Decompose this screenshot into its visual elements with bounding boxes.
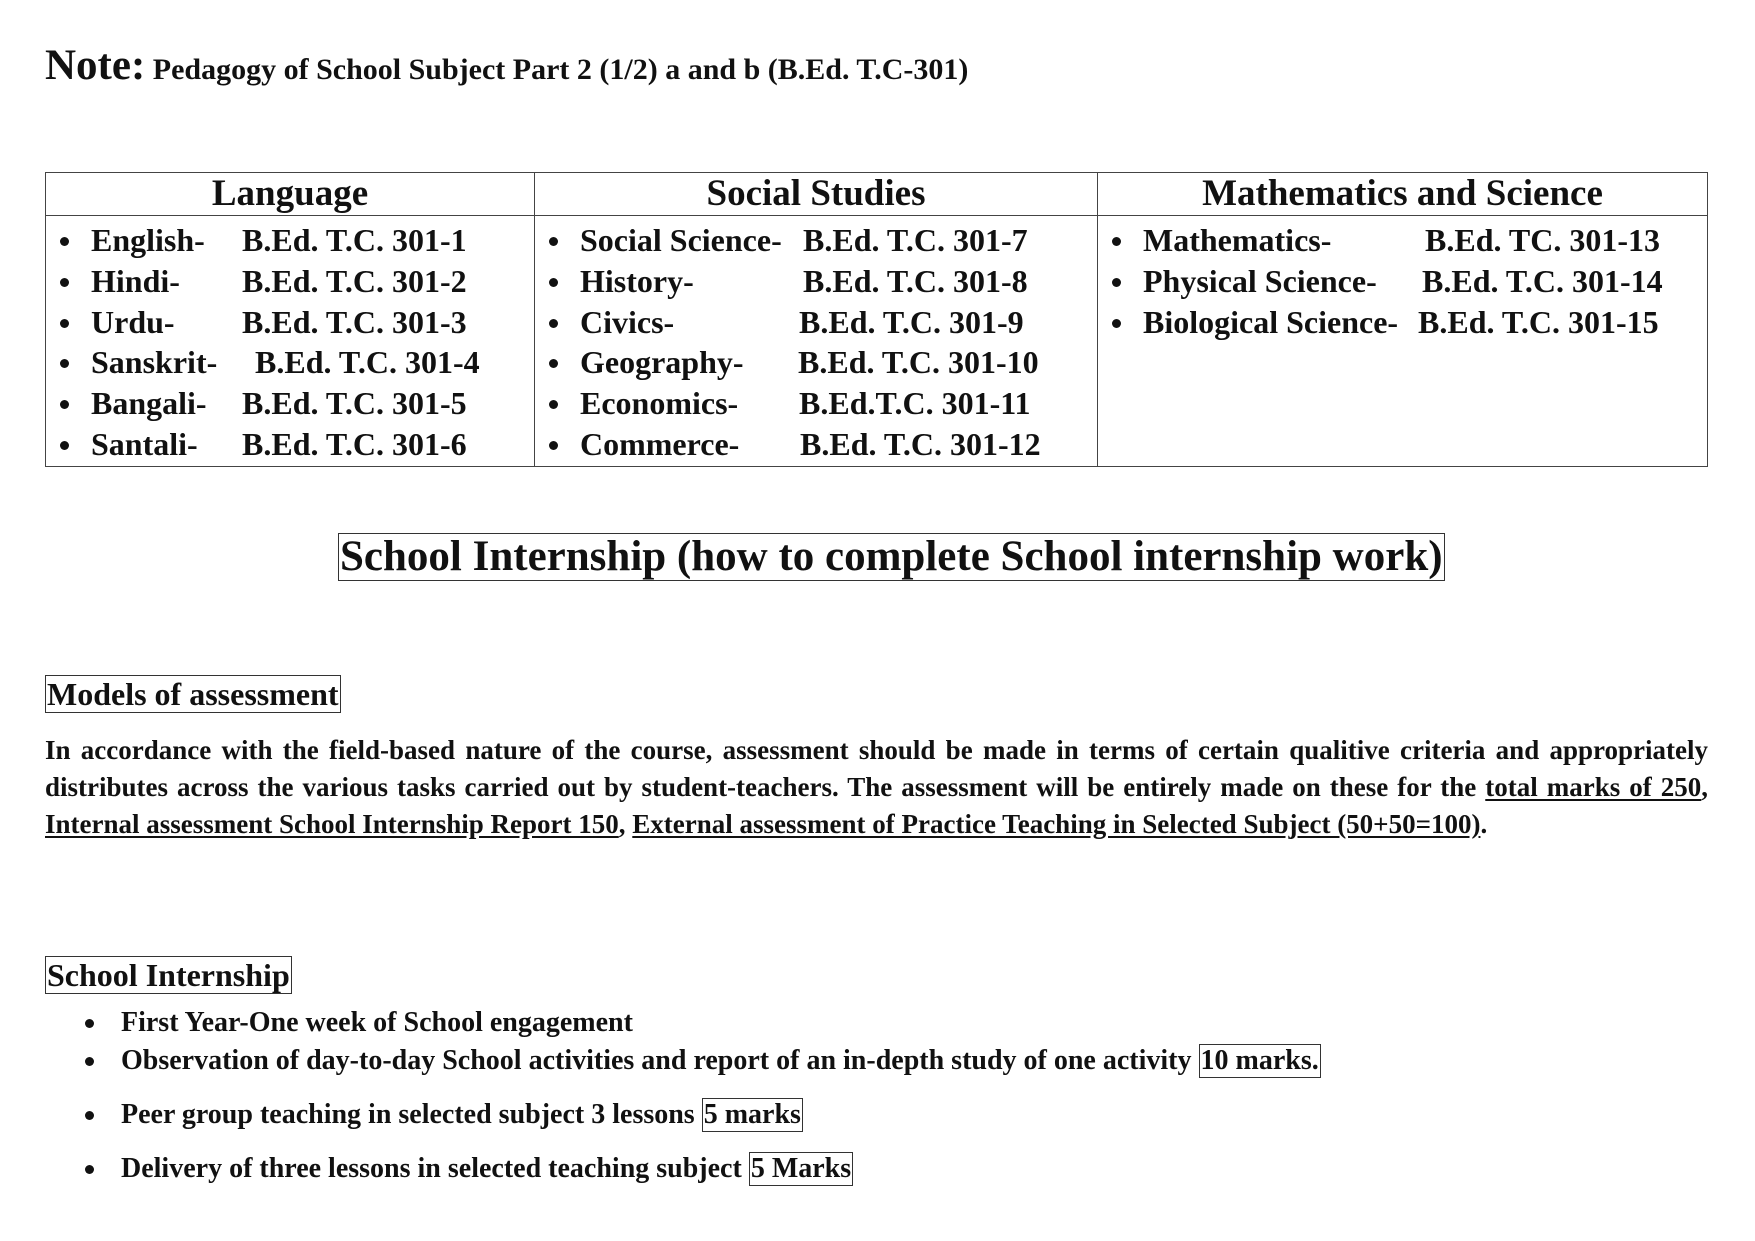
subject-name: Hindi-: [91, 262, 180, 299]
subject-name: Mathematics-: [1143, 222, 1332, 258]
language-cell: [46, 216, 535, 467]
subject-name: Sanskrit-: [91, 344, 218, 381]
assessment-paragraph: [45, 732, 1708, 843]
bullet-icon: [549, 278, 558, 287]
subject-code: B.Ed. T.C. 301-2: [242, 262, 467, 299]
subject-code: B.Ed. TC. 301-13: [1425, 222, 1661, 258]
marks-badge: 5 Marks: [750, 1153, 852, 1184]
bullet-icon: [549, 441, 558, 450]
school-internship-heading: School Internship: [47, 957, 290, 993]
math-science-subject-list: [1098, 220, 1707, 342]
bullet-icon: [60, 400, 69, 409]
bullet-icon: [85, 1057, 94, 1066]
language-subject-list: [46, 220, 534, 465]
bullet-icon: [1112, 278, 1121, 287]
subject-item: [543, 342, 1097, 383]
separator: ,: [618, 809, 633, 839]
bullet-icon: [1112, 237, 1121, 246]
subject-name: Civics-: [580, 303, 675, 340]
task-text: Delivery of three lessons in selected teaching subject: [121, 1153, 749, 1184]
external-assessment-text: External assessment of Practice Teaching in Selected Subject (50+50=100): [632, 809, 1481, 839]
subject-name: Geography-: [580, 344, 744, 381]
bullet-icon: [60, 441, 69, 450]
subject-item: [54, 302, 534, 343]
subject-item: [54, 424, 534, 465]
subject-name: Economics-: [580, 385, 739, 422]
subject-item: [543, 302, 1097, 343]
subject-name: Biological Science-: [1143, 303, 1399, 340]
internal-assessment-text: Internal assessment School Internship Report 150: [45, 809, 619, 839]
marks-badge: 10 marks.: [1200, 1045, 1319, 1076]
subject-item: [543, 261, 1097, 302]
math-science-cell: [1098, 216, 1708, 467]
subject-item: [54, 383, 534, 424]
subject-item: [54, 261, 534, 302]
subject-code: B.Ed. T.C. 301-4: [255, 344, 480, 381]
subject-item: [1106, 220, 1707, 261]
subject-item: [54, 220, 534, 261]
subject-code: B.Ed. T.C. 301-12: [800, 425, 1041, 462]
subject-code: B.Ed. T.C. 301-15: [1418, 303, 1659, 340]
column-header-math-science: Mathematics and Science: [1098, 173, 1708, 216]
bullet-icon: [60, 278, 69, 287]
subject-code: B.Ed. T.C. 301-7: [803, 222, 1028, 258]
bullet-icon: [549, 319, 558, 328]
models-of-assessment-heading: Models of assessment: [47, 676, 339, 712]
subject-name: Urdu-: [91, 303, 175, 340]
subject-name: Social Science-: [580, 222, 782, 258]
subject-name: Bangali-: [91, 385, 207, 422]
list-item: [80, 1151, 853, 1187]
social-studies-subject-list: [535, 220, 1097, 465]
list-item: [80, 1005, 633, 1041]
assessment-paragraph-text: In accordance with the field-based nature of the course, assessment should be made in terms of certain qualitive criteria and appropriately distributes across the various tasks carried out by student-teachers. The assessment will be entirely made on these for the: [45, 735, 1708, 802]
subject-name: Physical Science-: [1143, 262, 1377, 299]
bullet-icon: [549, 400, 558, 409]
subject-name: Santali-: [91, 425, 198, 462]
subject-code: B.Ed. T.C. 301-5: [242, 385, 467, 422]
subject-code: B.Ed. T.C. 301-9: [799, 303, 1024, 340]
subject-name: History-: [580, 262, 694, 299]
task-text: Peer group teaching in selected subject 3 lessons: [121, 1099, 702, 1130]
column-header-social-studies: Social Studies: [535, 173, 1098, 216]
subject-code: B.Ed. T.C. 301-1: [242, 222, 467, 258]
subject-code: B.Ed. T.C. 301-8: [803, 262, 1028, 299]
note-line: [45, 44, 968, 87]
subject-item: [54, 342, 534, 383]
separator: ,: [1701, 772, 1709, 802]
list-item: [80, 1043, 1321, 1079]
bullet-icon: [85, 1111, 94, 1120]
pedagogy-subjects-table: [45, 172, 1708, 467]
social-studies-cell: [535, 216, 1098, 467]
subject-code: B.Ed.T.C. 301-11: [799, 385, 1031, 422]
internship-title: School Internship (how to complete School internship work): [340, 533, 1443, 580]
subject-name: Commerce-: [580, 425, 740, 462]
bullet-icon: [60, 237, 69, 246]
subject-item: [543, 424, 1097, 465]
subject-code: B.Ed. T.C. 301-10: [798, 344, 1039, 381]
task-text: Observation of day-to-day School activities and report of an in-depth study of one activity: [121, 1045, 1199, 1076]
bullet-icon: [60, 319, 69, 328]
subject-item: [1106, 261, 1707, 302]
note-label: Note:: [45, 42, 146, 89]
subject-code: B.Ed. T.C. 301-14: [1422, 262, 1663, 299]
total-marks-text: total marks of 250: [1485, 772, 1702, 802]
note-text: Pedagogy of School Subject Part 2 (1/2) a and b (B.Ed. T.C-301): [145, 53, 969, 86]
subject-name: English-: [91, 222, 205, 258]
bullet-icon: [549, 359, 558, 368]
bullet-icon: [85, 1019, 94, 1028]
task-text: First Year-One week of School engagement: [121, 1007, 633, 1038]
subject-code: B.Ed. T.C. 301-6: [242, 425, 467, 462]
bullet-icon: [85, 1165, 94, 1174]
paragraph-end: .: [1480, 809, 1488, 839]
bullet-icon: [60, 359, 69, 368]
subject-item: [543, 383, 1097, 424]
subject-code: B.Ed. T.C. 301-3: [242, 303, 467, 340]
subject-item: [543, 220, 1097, 261]
list-item: [80, 1097, 803, 1133]
subject-item: [1106, 302, 1707, 343]
marks-badge: 5 marks: [703, 1099, 801, 1130]
column-header-language: Language: [46, 173, 535, 216]
bullet-icon: [549, 237, 558, 246]
bullet-icon: [1112, 319, 1121, 328]
